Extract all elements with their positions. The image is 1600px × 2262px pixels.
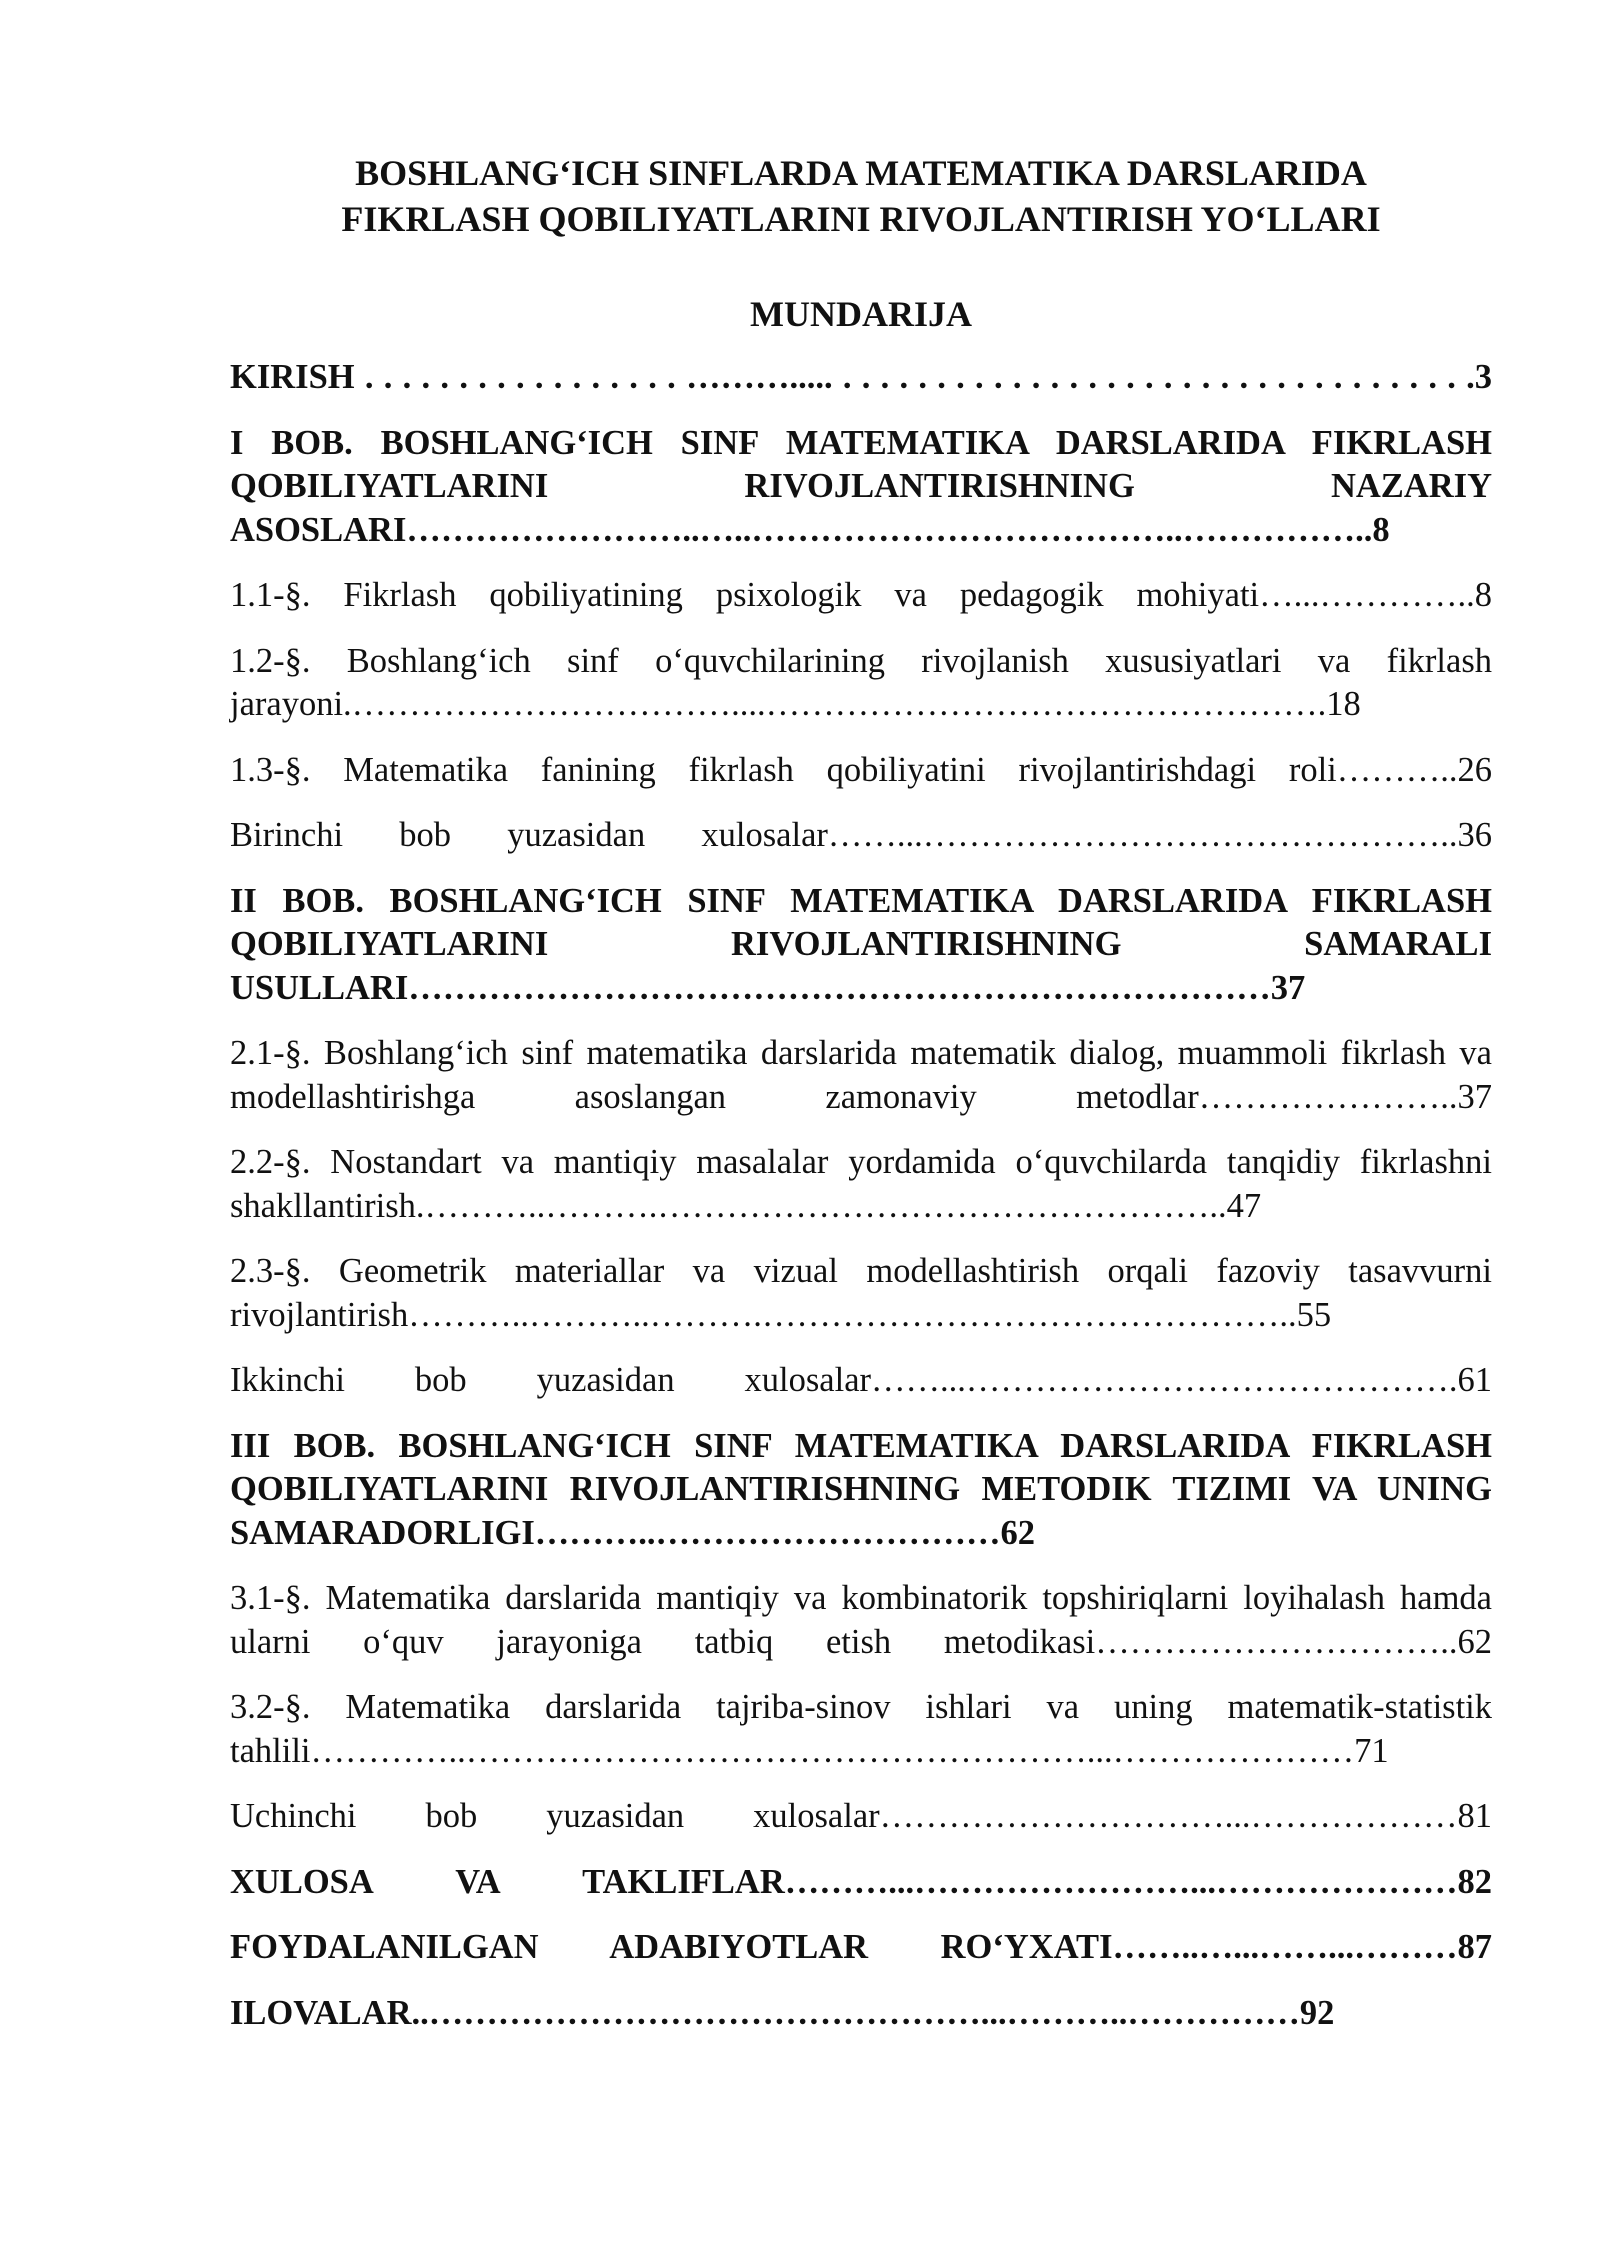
toc-entry-section-2-2: 2.2-§. Nostandart va mantiqiy masalalar yordamida o‘quvchilarda tanqidiy fikrlashni shakllantirish.………..……….…………………………………………..47: [230, 1143, 1492, 1225]
toc-entry-introduction: KIRISH . . . . . . . . . . . . . . . . . ………..... . . . . . . . . . . . . . . . . . . . . . . . . . . . . . . . . . .3: [230, 358, 1492, 396]
table-of-contents-heading: MUNDARIJA: [750, 294, 972, 334]
toc-entry-section-1-1: 1.1-§. Fikrlash qobiliyatining psixologik va pedagogik mohiyati…...…………..8: [230, 576, 1492, 614]
toc-entry-references: FOYDALANILGAN ADABIYOTLAR RO‘YXATI……..…...……...………87: [230, 1928, 1492, 1966]
toc-entry-chapter-3-conclusions: Uchinchi bob yuzasidan xulosalar…………………………...………………81: [230, 1797, 1492, 1835]
document-title-line-2: FIKRLASH QOBILIYATLARINI RIVOJLANTIRISH YO‘LLARI: [341, 199, 1381, 239]
toc-entry-section-3-2: 3.2-§. Matematika darslarida tajriba-sinov ishlari va uning matematik-statistik tahlili…………..………………………………………………...…………………71: [230, 1688, 1492, 1770]
toc-entry-section-2-3: 2.3-§. Geometrik materiallar va vizual modellashtirish orqali fazoviy tasavvurni rivojlantirish………..………..……….………………………………………..55: [230, 1252, 1492, 1334]
toc-entry-conclusions: XULOSA VA TAKLIFLAR………...……………………...…………………82: [230, 1862, 1492, 1901]
document-page: [230, 150, 1492, 2057]
toc-entry-chapter-2: II BOB. BOSHLANG‘ICH SINF MATEMATIKA DARSLARIDA FIKRLASH QOBILIYATLARINI RIVOJLANTIRISHNING SAMARALI USULLARI…………………………………………………………………37: [230, 881, 1492, 1007]
toc-entry-appendices: ILOVALAR..…………………………………………...………..……………92: [230, 1993, 1335, 2032]
document-title-line-1: BOSHLANG‘ICH SINFLARDA MATEMATIKA DARSLARIDA: [355, 153, 1367, 193]
toc-entry-section-3-1: 3.1-§. Matematika darslarida mantiqiy va kombinatorik topshiriqlarni loyihalash hamda ularni o‘quv jarayoniga tatbiq etish metodikasi…………………………..62: [230, 1579, 1492, 1661]
toc-entry-section-1-2: 1.2-§. Boshlang‘ich sinf o‘quvchilarining rivojlanish xususiyatlari va fikrlash jarayoni.……………………………....………………………………………….18: [230, 641, 1492, 723]
table-of-contents: [230, 356, 1492, 2035]
toc-entry-section-1-3: 1.3-§. Matematika fanining fikrlash qobiliyatini rivojlantirishdagi roli………..26: [230, 750, 1492, 789]
toc-entry-chapter-2-conclusions: Ikkinchi bob yuzasidan xulosalar……...…………………………………….61: [230, 1361, 1492, 1399]
toc-entry-chapter-1: I BOB. BOSHLANG‘ICH SINF MATEMATIKA DARSLARIDA FIKRLASH QOBILIYATLARINI RIVOJLANTIRISHNING NAZARIY ASOSLARI……………………..…..………………………………..……………..8: [230, 423, 1492, 549]
document-title: [230, 150, 1492, 242]
toc-entry-section-2-1: 2.1-§. Boshlang‘ich sinf matematika darslarida matematik dialog, muammoli fikrlash va modellashtirishga asoslangan zamonaviy metodlar…………………..37: [230, 1034, 1492, 1116]
toc-entry-chapter-1-conclusions: Birinchi bob yuzasidan xulosalar……...………………………………………..36: [230, 816, 1492, 854]
toc-entry-chapter-3: III BOB. BOSHLANG‘ICH SINF MATEMATIKA DARSLARIDA FIKRLASH QOBILIYATLARINI RIVOJLANTIRISHNING METODIK TIZIMI VA UNING SAMARADORLIGI………..…………………………62: [230, 1426, 1492, 1552]
